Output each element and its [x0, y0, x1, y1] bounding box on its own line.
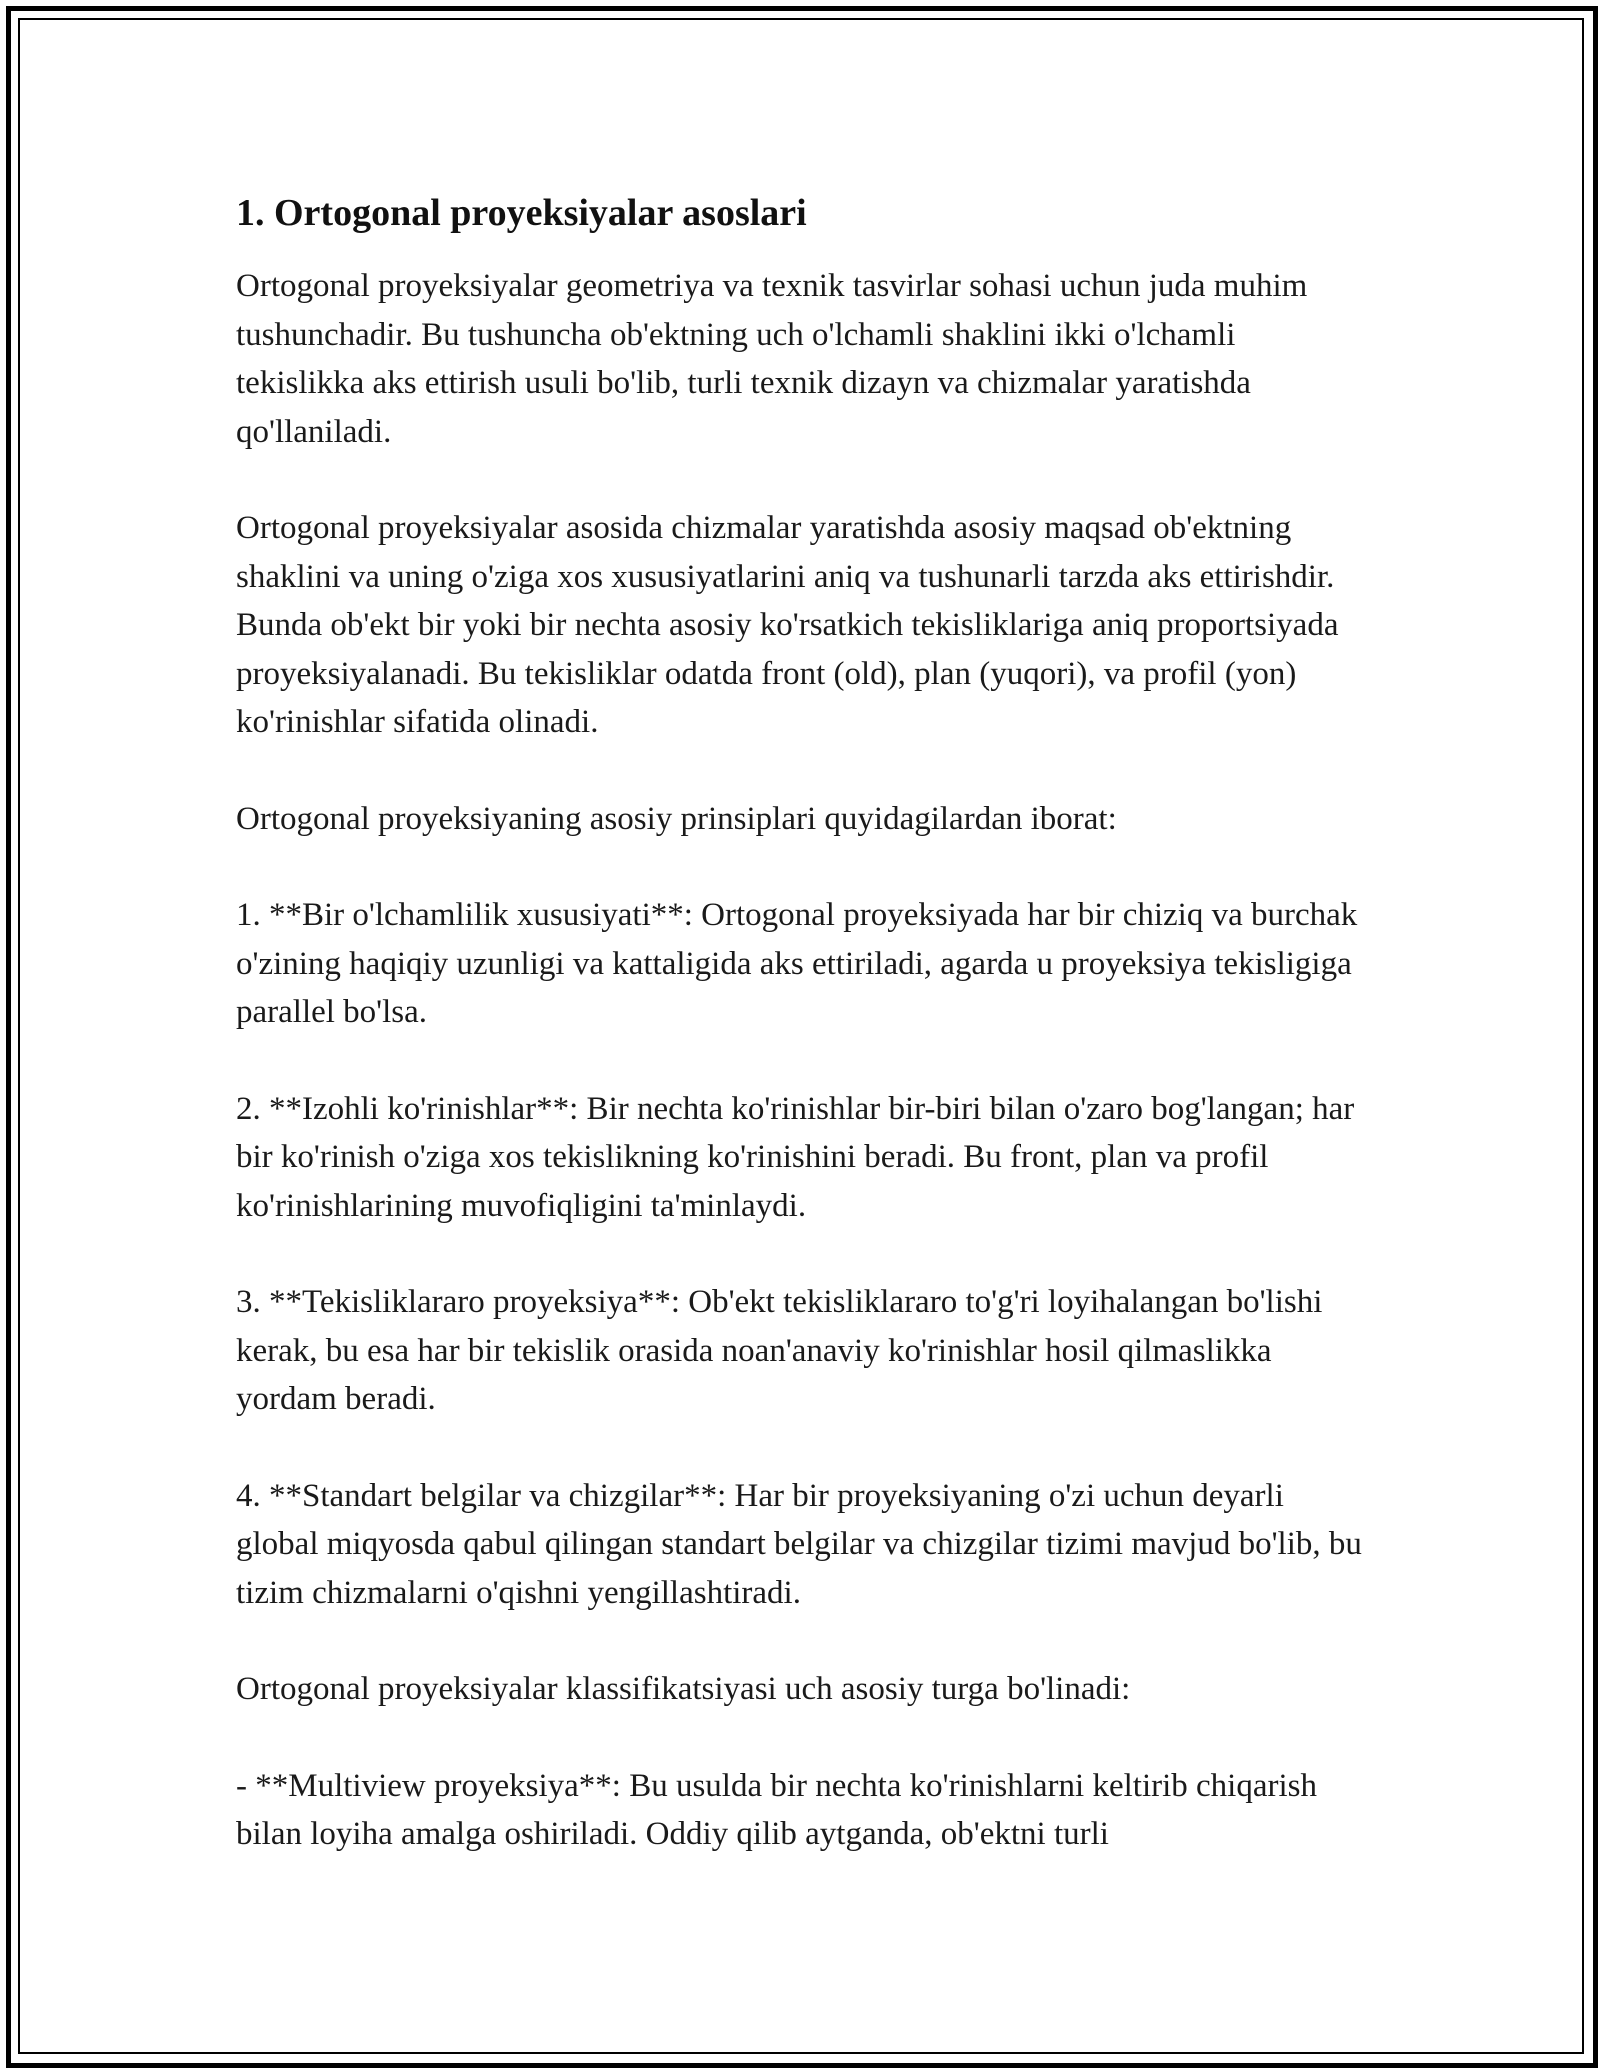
paragraph-intro: Ortogonal proyeksiyalar geometriya va texnik tasvirlar sohasi uchun juda muhim tushunchadir. Bu tushuncha ob'ektning uch o'lchamli shaklini ikki o'lchamli tekislikka aks ettirish usuli bo'lib, turli texnik dizayn va chizmalar yaratishda qo'llaniladi.	[236, 268, 1308, 450]
document-body	[236, 184, 1366, 1859]
list-item-principle-4: 4. **Standart belgilar va chizgilar**: Har bir proyeksiyaning o'zi uchun deyarli global miqyosda qabul qilingan standart belgilar va chizgilar tizimi mavjud bo'lib, bu tizim chizmalarni o'qishni yengillashtiradi.	[236, 1477, 1362, 1611]
paragraph-purpose: Ortogonal proyeksiyalar asosida chizmalar yaratishda asosiy maqsad ob'ektning shaklini va uning o'ziga xos xususiyatlarini aniq va tushunarli tarzda aks ettirishdir. Bunda ob'ekt bir yoki bir nechta asosiy ko'rsatkich tekisliklariga aniq proportsiyada proyeksiyalanadi. Bu tekisliklar odatda front (old), plan (yuqori), va profil (yon) ko'rinishlar sifatida olinadi.	[236, 510, 1339, 740]
section-title: 1. Ortogonal proyeksiyalar asoslari	[236, 192, 807, 234]
list-item-multiview: - **Multiview proyeksiya**: Bu usulda bir nechta ko'rinishlarni keltirib chiqarish bilan loyiha amalga oshiriladi. Oddiy qilib aytganda, ob'ektni turli	[236, 1767, 1317, 1852]
paragraph-principles-intro: Ortogonal proyeksiyaning asosiy prinsiplari quyidagilardan iborat:	[236, 800, 1117, 837]
list-item-principle-3: 3. **Tekisliklararo proyeksiya**: Ob'ekt tekisliklararo to'g'ri loyihalangan bo'lishi kerak, bu esa har bir tekislik orasida noan'anaviy ko'rinishlar hosil qilmaslikka yordam beradi.	[236, 1284, 1323, 1417]
paragraph-classification-intro: Ortogonal proyeksiyalar klassifikatsiyasi uch asosiy turga bo'linadi:	[236, 1671, 1131, 1707]
list-item-principle-2: 2. **Izohli ko'rinishlar**: Bir nechta ko'rinishlar bir-biri bilan o'zaro bog'langan; har bir ko'rinish o'ziga xos tekislikning ko'rinishini beradi. Bu front, plan va profil ko'rinishlarining muvofiqligini ta'minlaydi.	[236, 1090, 1355, 1224]
list-item-principle-1: 1. **Bir o'lchamlilik xususiyati**: Ortogonal proyeksiyada har bir chiziq va burchak o'zining haqiqiy uzunligi va kattaligida aks ettiriladi, agarda u proyeksiya tekisligiga parallel bo'lsa.	[236, 897, 1358, 1030]
